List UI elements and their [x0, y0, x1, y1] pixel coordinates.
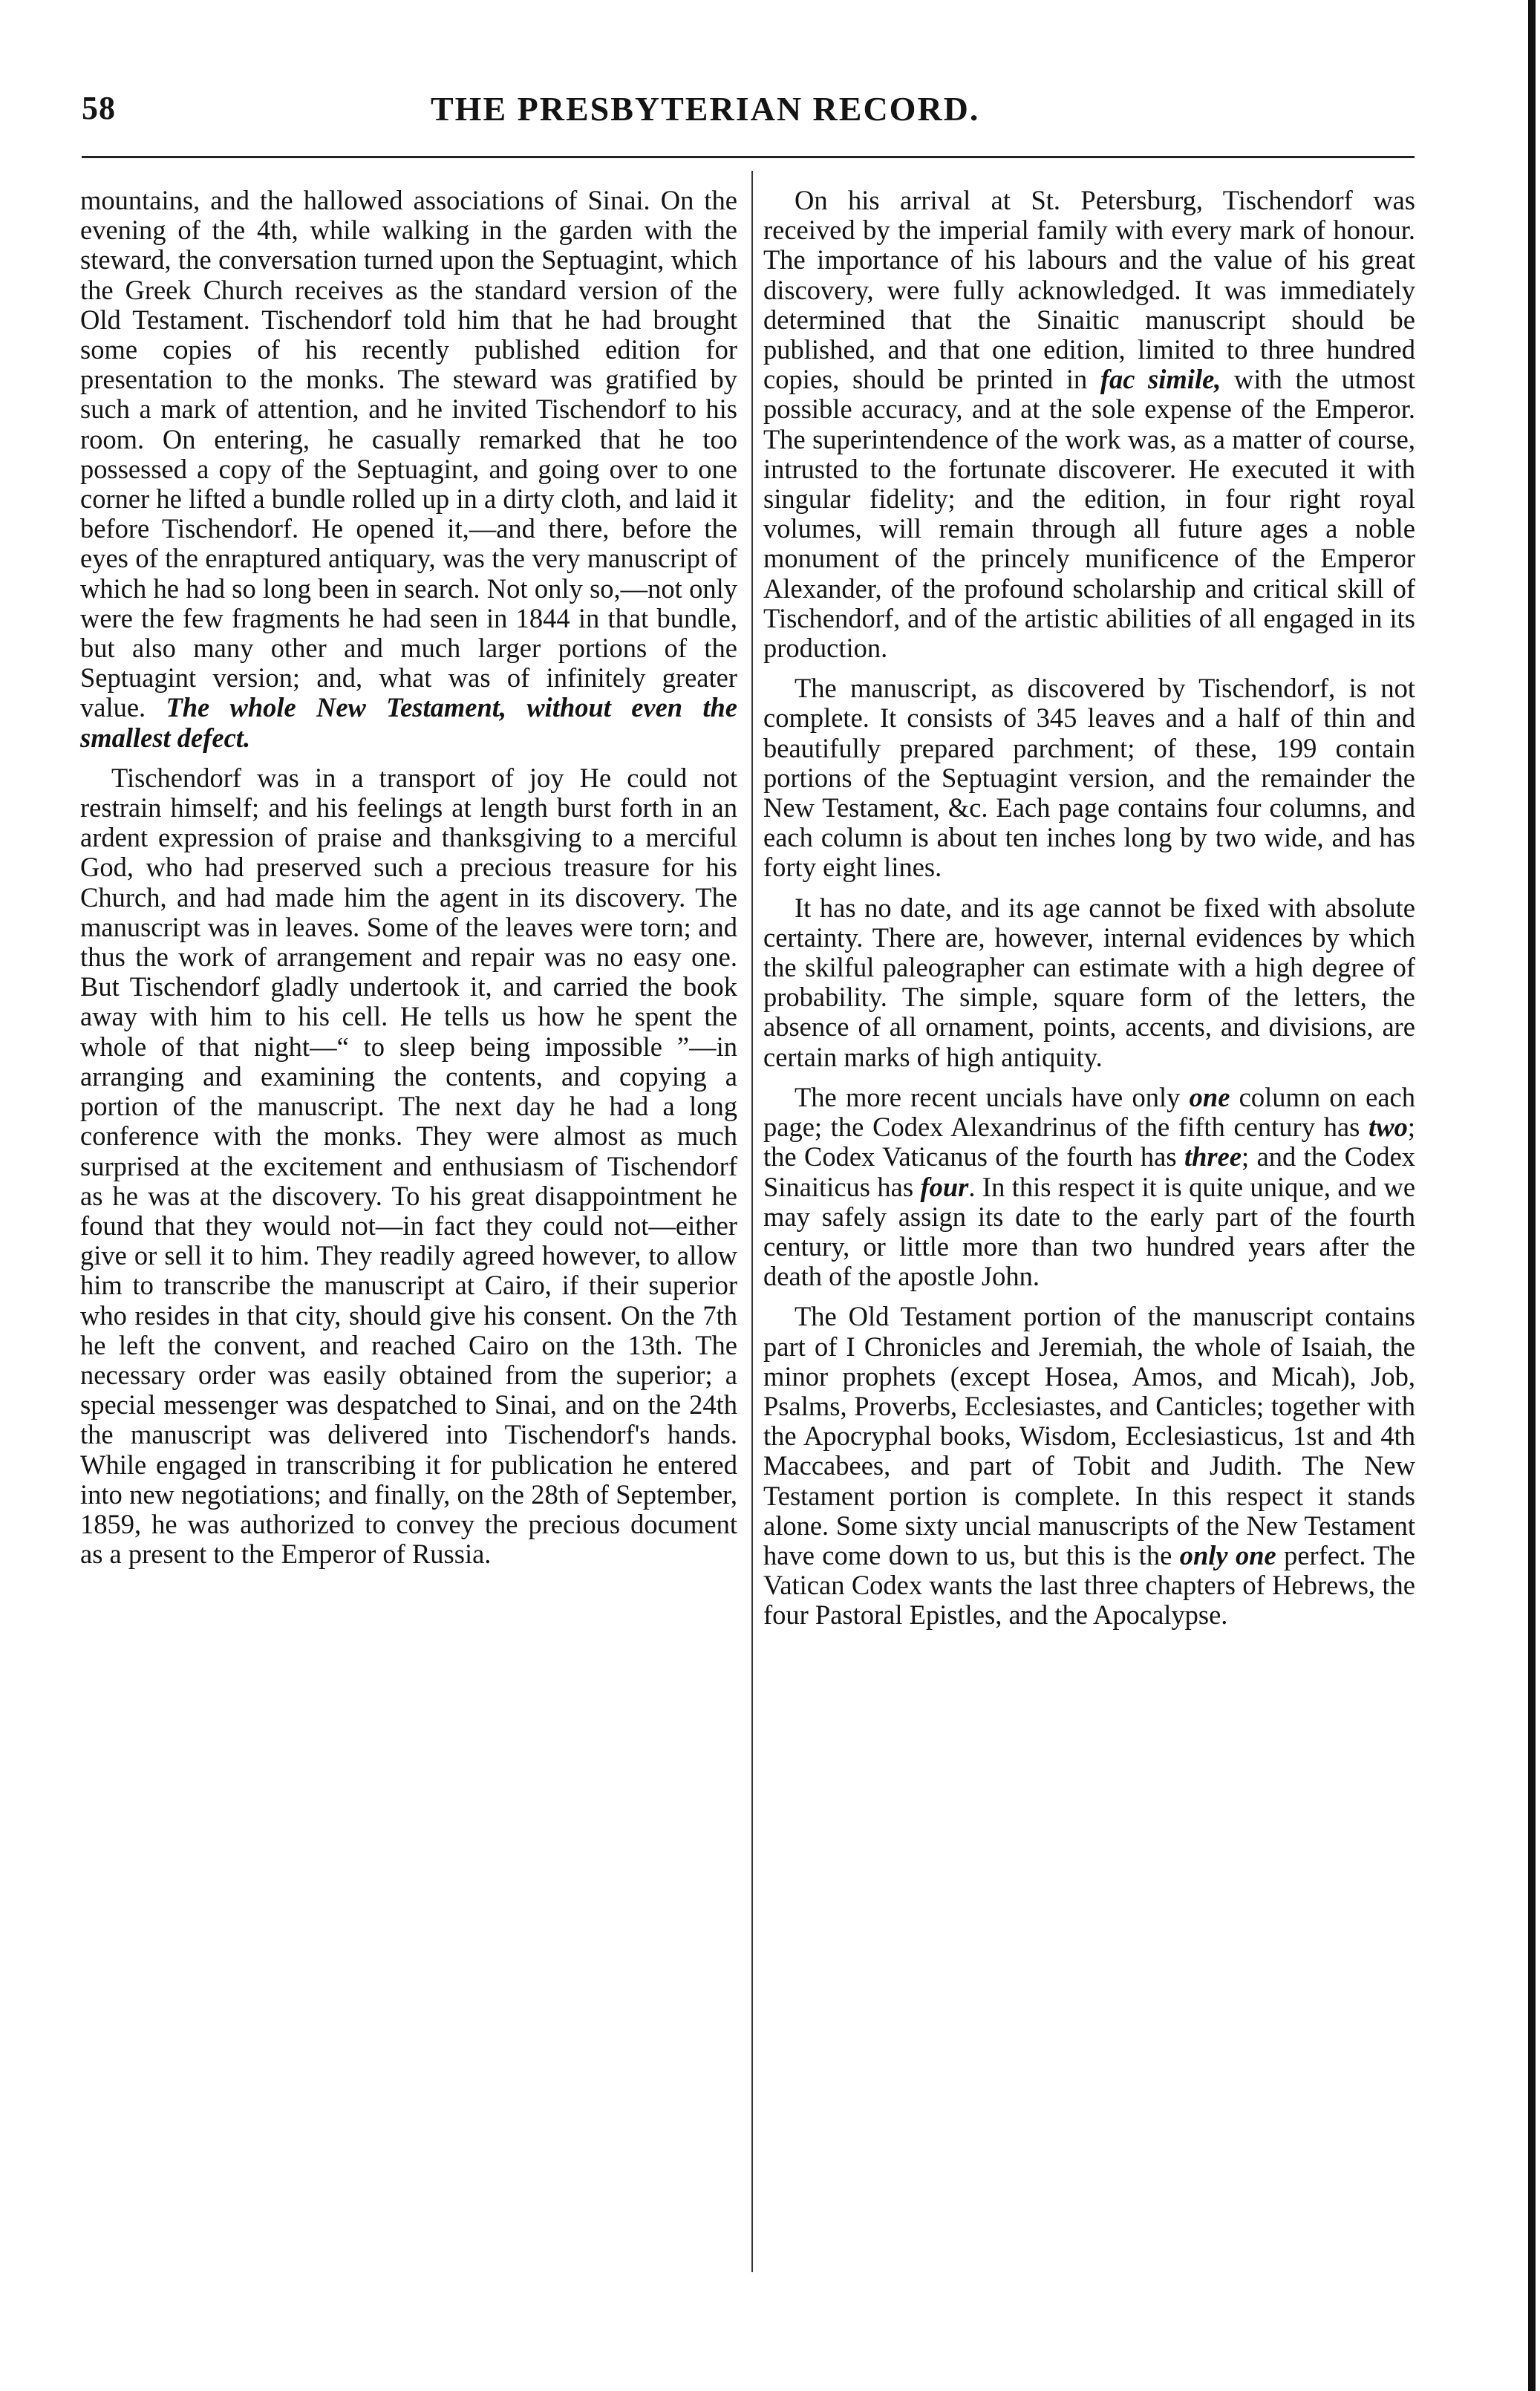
- paragraph: The manuscript, as discovered by Tischendorf, is not complete. It consists of 345 leaves and a half of thin and beautifully prepared parchment; of these, 199 contain portions of the Septuagint version, and the remainder the New Testament, &c. Each page contains four columns, and each column is about ten inches long by two wide, and has forty eight lines.: [763, 673, 1415, 883]
- journal-title: THE PRESBYTERIAN RECORD.: [431, 90, 980, 128]
- text-run: with the utmost possible accuracy, and at the sole expense of the Emperor. The superintendence of the work was, as a matter of course, intrusted to the fortunate discoverer. He executed it with singular fidelity; and the edition, in four right royal volumes, will remain through all future ages a noble monument of the princely munificence of the Emperor Alexander, of the profound scholarship and critical skill of Tischendorf, and of the artistic abilities of all engaged in its production.: [763, 364, 1416, 664]
- italic-text: two: [1368, 1112, 1408, 1143]
- paragraph: [80, 186, 737, 753]
- text-run: . In this respect it is quite unique, and we may safely assign its date to the early part of the fourth century, or little more than two hundred years after the death of the apostle John.: [763, 1171, 1416, 1292]
- column-divider: [751, 171, 753, 2272]
- italic-text: The whole New Testament, without even the smallest defect.: [80, 692, 737, 753]
- page-edge-bar: [1528, 0, 1536, 2391]
- text-run: On his arrival at St. Petersburg, Tischendorf was received by the imperial family with every mark of honour. The importance of his labours and the value of his great discovery, were fully acknowledged. It was immediately determined that the Sinaitic manuscript should be published, and that one edition, limited to three hundred copies, should be printed in: [763, 185, 1415, 395]
- page-header: [82, 89, 1418, 134]
- italic-text: only one: [1179, 1539, 1276, 1570]
- italic-text: four: [920, 1171, 969, 1202]
- italic-text: fac simile,: [1100, 364, 1221, 395]
- text-run: ; and the Codex Sinaiticus has: [763, 1141, 1416, 1202]
- paragraph: [763, 1083, 1415, 1291]
- italic-text: three: [1184, 1141, 1242, 1172]
- italic-text: one: [1189, 1081, 1230, 1112]
- text-run: column on each page; the Codex Alexandrinus of the fifth century has: [763, 1081, 1416, 1143]
- header-rule: [82, 156, 1415, 158]
- right-column: [763, 186, 1415, 1631]
- text-run: mountains, and the hallowed associations of Sinai. On the evening of the 4th, while walking in the garden with the steward, the conversation turned upon the Septuagint, which the Greek Church receives as the standard version of the Old Testament. Tischendorf told him that he had brought some copies of his recently published edition for presentation to the monks. The steward was gratified by such a mark of attention, and he invited Tischendorf to his room. On entering, he casually remarked that he too possessed a copy of the Septuagint, and going over to one corner he lifted a bundle rolled up in a dirty cloth, and laid it before Tischendorf. He opened it,—and there, before the eyes of the enraptured antiquary, was the very manuscript of which he had so long been in search. Not only so,—not only were the few fragments he had seen in 1844 in that bundle, but also many other and much larger portions of the Septuagint version; and, what was of infinitely greater value.: [80, 185, 737, 723]
- text-run: The Old Testament portion of the manuscript contains part of I Chronicles and Jeremiah, the whole of Isaiah, the minor prophets (except Hosea, Amos, and Micah), Job, Psalms, Proverbs, Ecclesiastes, and Canticles; together with the Apocryphal books, Wisdom, Ecclesiasticus, 1st and 4th Maccabees, and part of Tobit and Judith. The New Testament portion is complete. In this respect it stands alone. Some sixty uncial manuscripts of the New Testament have come down to us, but this is the: [763, 1301, 1415, 1570]
- paragraph: Tischendorf was in a transport of joy He could not restrain himself; and his feelings at length burst forth in an ardent expression of praise and thanksgiving to a merciful God, who had preserved such a precious treasure for his Church, and had made him the agent in its discovery. The manuscript was in leaves. Some of the leaves were torn; and thus the work of arrangement and repair was no easy one. But Tischendorf gladly undertook it, and carried the book away with him to his cell. He tells us how he spent the whole of that night—“ to sleep being impossible ”—in arranging and examining the contents, and copying a portion of the manuscript. The next day he had a long conference with the monks. They were almost as much surprised at the excitement and enthusiasm of Tischendorf as he was at the discovery. To his great disappointment he found that they would not—in fact they could not—either give or sell it to him. They readily agreed however, to allow him to transcribe the manuscript at Cairo, if their superior who resides in that city, should give his consent. On the 7th he left the convent, and reached Cairo on the 13th. The necessary order was easily obtained from the superior; a special messenger was despatched to Sinai, and on the 24th the manuscript was delivered into Tischendorf's hands. While engaged in transcribing it for publication he entered into new negotiations; and finally, on the 28th of September, 1859, he was authorized to convey the precious document as a present to the Emperor of Russia.: [80, 762, 737, 1570]
- paragraph: It has no date, and its age cannot be fixed with absolute certainty. There are, however, internal evidences by which the skilful paleographer can estimate with a high degree of probability. The simple, square form of the letters, the absence of all ornament, points, accents, and divisions, are certain marks of high antiquity.: [763, 892, 1415, 1072]
- text-run: perfect. The Vatican Codex wants the last three chapters of Hebrews, the four Pastoral Epistles, and the Apocalypse.: [763, 1539, 1415, 1631]
- left-column: [80, 186, 737, 1569]
- page-number: 58: [82, 90, 116, 126]
- text-run: The more recent uncials have only: [795, 1081, 1181, 1112]
- text-run: ; the Codex Vaticanus of the fourth has: [763, 1112, 1415, 1172]
- paragraph: [763, 1302, 1415, 1630]
- paragraph: [763, 186, 1415, 663]
